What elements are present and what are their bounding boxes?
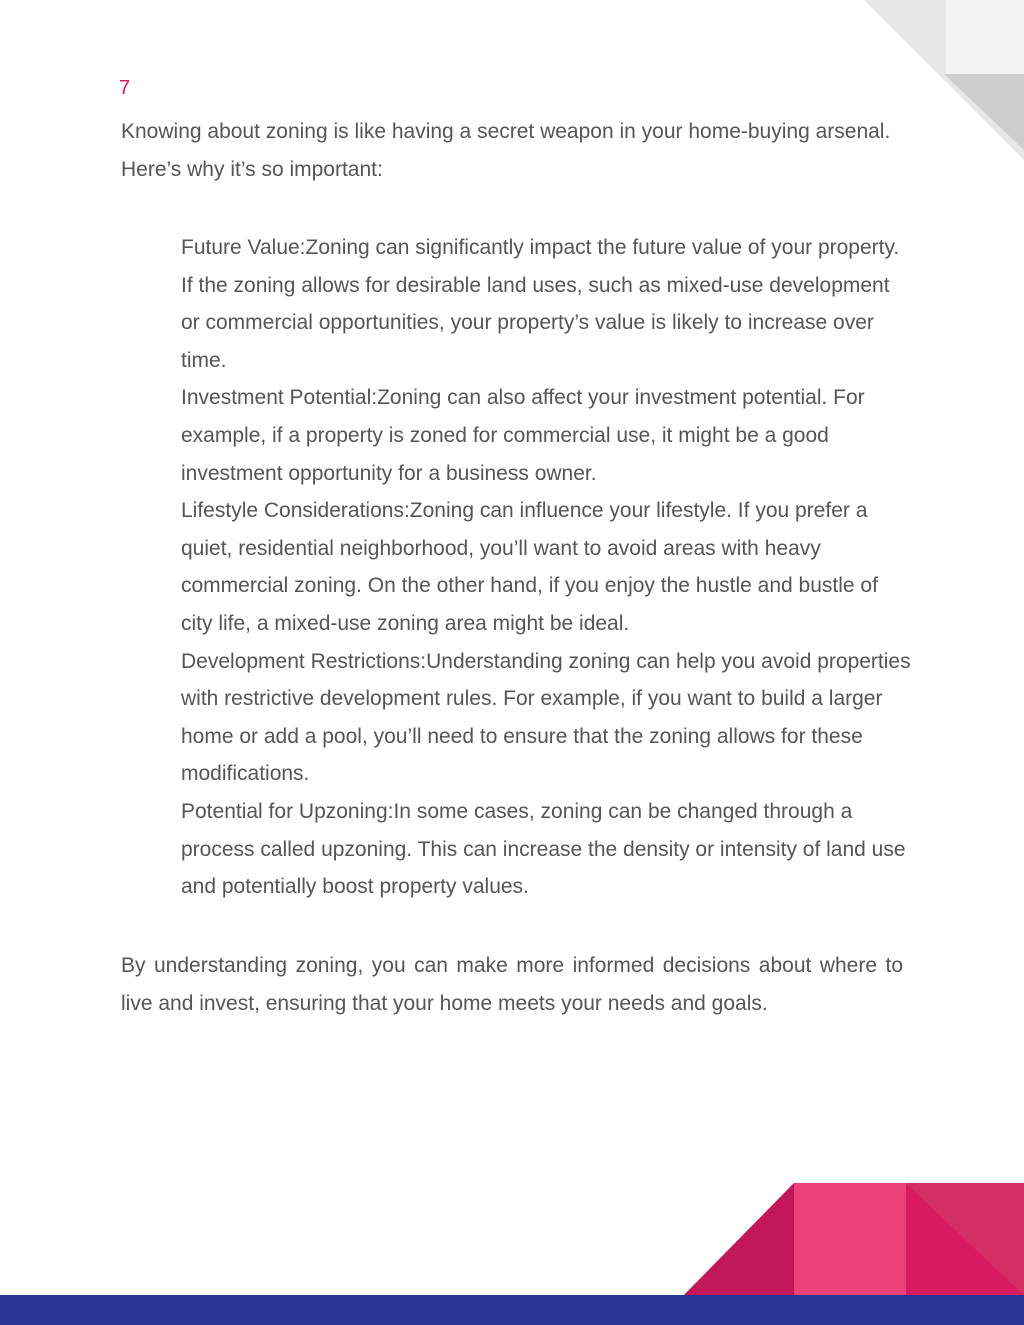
item-title: Lifestyle Considerations: <box>181 499 410 523</box>
item-text: In some cases, zoning can be changed through a process called upzoning. This can increase the density or intensity of land use and potentially boost property values. <box>181 799 906 899</box>
list-item <box>181 229 911 379</box>
list-item <box>181 793 911 906</box>
item-title: Potential for Upzoning: <box>181 799 394 823</box>
page-number: 7 <box>119 77 131 99</box>
item-title: Future Value: <box>181 236 306 259</box>
item-text: Zoning can influence your lifestyle. If you prefer a quiet, residential neighborhood, you’ll want to avoid areas with heavy commercial zoning. On the other hand, if you enjoy the hustle and bustle of city life, a mixed-use zoning area might be ideal. <box>181 499 878 635</box>
item-title: Development Restrictions: <box>181 649 427 673</box>
list-item <box>181 379 911 492</box>
list-item <box>181 492 911 642</box>
item-text: Zoning can also affect your investment potential. For example, if a property is zoned for commercial use, it might be a good investment opportunity for a business owner. <box>181 386 865 485</box>
list-item <box>181 643 911 793</box>
intro-paragraph: Knowing about zoning is like having a secret weapon in your home-buying arsenal. Here’s why it’s so important: <box>121 120 891 181</box>
zoning-benefits-list <box>181 229 911 906</box>
item-title: Investment Potential: <box>181 386 378 410</box>
closing-paragraph: By understanding zoning, you can make more informed decisions about where to live and invest, ensuring that your home meets your needs and goals. <box>121 954 903 1015</box>
corner-decoration-bottom <box>684 1183 1024 1295</box>
footer-bar <box>0 1295 1024 1325</box>
item-text: Understanding zoning can help you avoid properties with restrictive development rules. For example, if you want to build a larger home or add a pool, you’ll need to ensure that the zoning allows for these modifications. <box>181 649 911 786</box>
item-text: Zoning can significantly impact the future value of your property. If the zoning allows for desirable land uses, such as mixed-use development or commercial opportunities, your property’s value is likely to increase over time. <box>181 236 900 372</box>
